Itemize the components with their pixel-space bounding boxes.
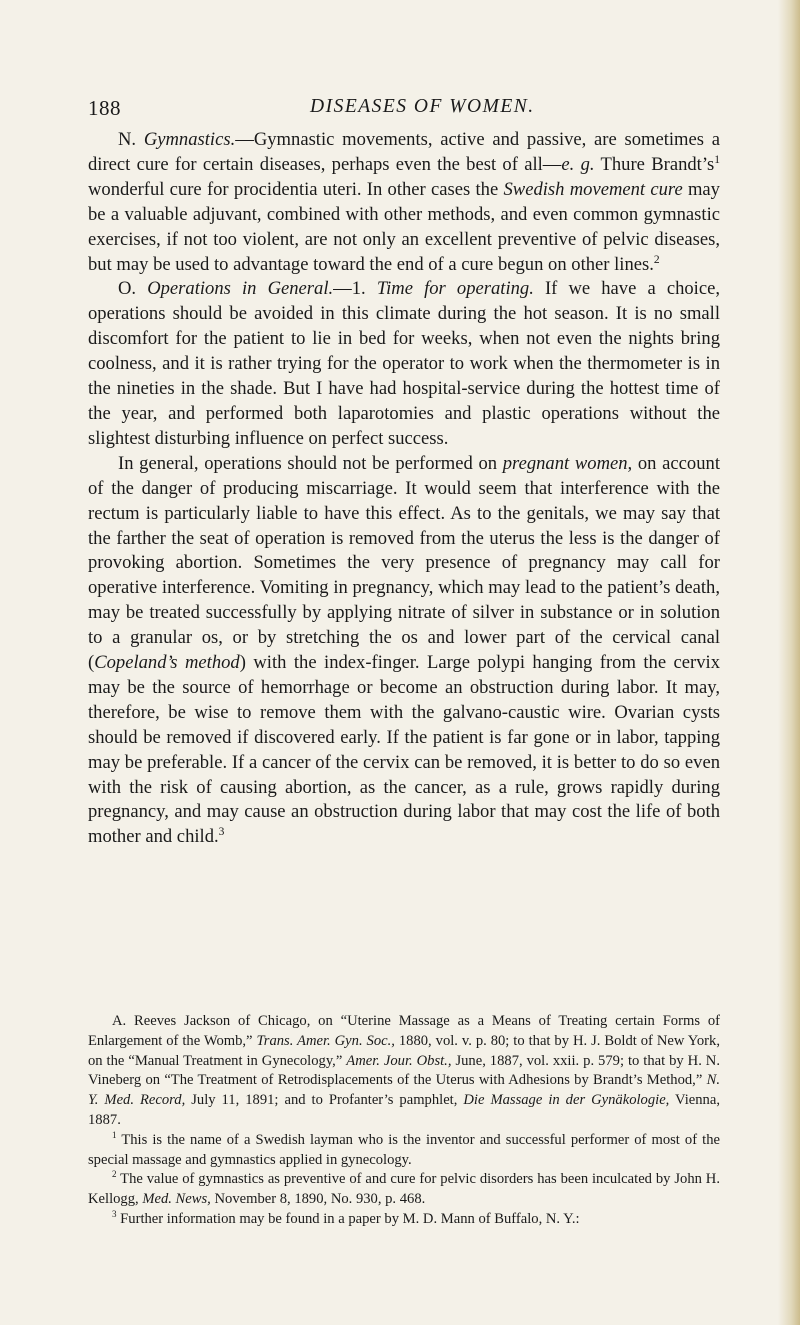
page-number: 188: [88, 96, 121, 120]
page-header: [88, 96, 720, 126]
footnote-ref: 3: [218, 826, 225, 839]
footnote-3: $^3$ Further information may be found in a paper by M. D. Mann of Buffalo, N. Y.:: [112, 1209, 580, 1227]
footnote-ref: 1: [714, 153, 720, 166]
footnote-ref: 2: [653, 253, 660, 266]
paragraph-operations: O. Operations in General.—1. Time for operating. If we have a choice, operations should be avoided in this climate during the hot season. It is no small discomfort for the patient to lie in bed for weeks, when not even the nights bring coolness, and it is rather trying for the operator to work when the thermometer is in the nineties in the shade. But I have had hospital-service during the hottest time of the year, and performed both laparotomies and plastic operations without the slightest disturbing influence on perfect success.: [88, 278, 721, 449]
paragraph-gymnastics: N. Gymnastics.—Gymnastic movements, active and passive, are sometimes a direct cure for certain diseases, perhaps even the best of all—e. g. Thure $Brandt’s^1$ wonderful cure for procidentia uteri. In other cases the Swedish movement cure may be a valuable adjuvant, combined with other methods, and even common gymnastic exercises, if not too violent, are not only an excellent preventive of pelvic diseases, but may be used to advantage toward the end of a cure begun on other lines.$^2$: [88, 129, 720, 275]
footnotes: [88, 1012, 720, 1230]
footnote-2: $^2$ The value of gymnastics as preventive of and cure for pelvic disorders has been inculcated by John H. Kellogg, Med. News, November 8, 1890, No. 930, p. 468.: [88, 1169, 720, 1208]
paragraph-pregnant-women: In general, operations should not be performed on pregnant women, on account of the danger of producing miscarriage. It would seem that interference with the rectum is particularly liable to have this effect. As to the genitals, we may say that the farther the seat of operation is removed from the uterus the less is the danger of provoking abortion. Sometimes the very presence of pregnancy may call for operative interference. Vomiting in pregnancy, which may lead to the patient’s death, may be treated successfully by applying nitrate of silver in substance or in solution to a granular os, or by stretching the os and lower part of the cervical canal (Copeland’s method) with the index-finger. Large polypi hanging from the cervix may be the source of hemorrhage or become an obstruction during labor. It may, therefore, be wise to remove them with the galvano-caustic wire. Ovarian cysts should be removed if discovered early. If the patient is far gone or in labor, tapping may be preferable. If a cancer of the cervix can be removed, it is better to do so even with the risk of causing abortion, as the cancer, as a rule, grows rapidly during pregnancy, and may cause an obstruction during labor that may cost the life of both mother and child.$^3$: [88, 452, 720, 848]
body-text: [88, 128, 720, 850]
page-edge-shadow: [778, 0, 800, 1325]
running-head: DISEASES OF WOMEN.: [310, 96, 535, 117]
footnote-1: $^1$ This is the name of a Swedish layman who is the inventor and successful performer of most of the special massage and gymnastics applied in gynecology.: [88, 1129, 720, 1168]
footnote-continuation: A. Reeves Jackson of Chicago, on “Uterine Massage as a Means of Treating certain Forms of Enlargement of the Womb,” Trans. Amer. Gyn. Soc., 1880, vol. v. p. 80; to that by H. J. Boldt of New York, on the “Manual Treatment in Gynecology,” Amer. Jour. Obst., June, 1887, vol. xxii. p. 579; to that by H. N. Vineberg on “The Treatment of Retrodisplacements of the Uterus with Adhesions by Brandt’s Method,” N. Y. Med. Record, July 11, 1891; and to Profanter’s pamphlet, Die Massage in der Gynäkologie, Vienna, 1887.: [88, 1013, 720, 1128]
